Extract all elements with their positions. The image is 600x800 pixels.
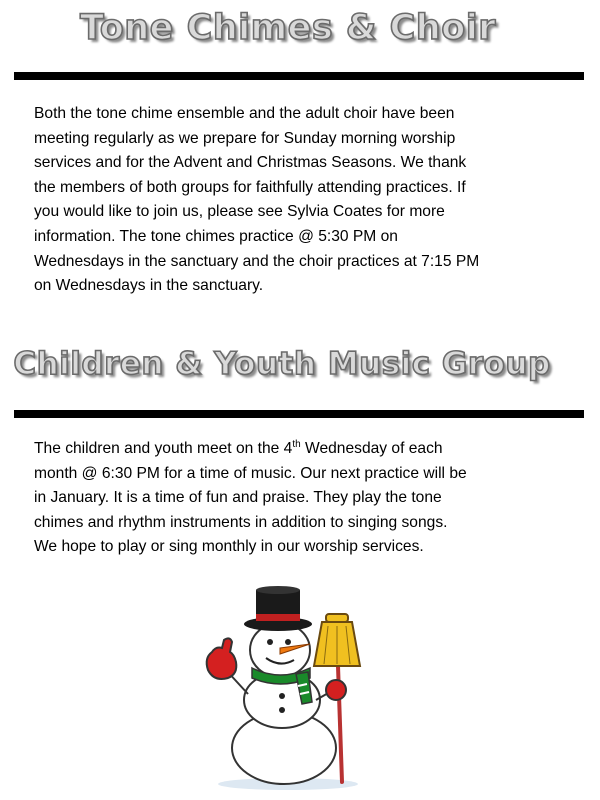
paragraph-line [34,437,574,462]
paragraph-line: Both the tone chime ensemble and the adult choir have been [34,105,455,122]
paragraph-line: We hope to play or sing monthly in our worship services. [34,538,424,556]
paragraph-line: the members of both groups for faithfully attending practices. If [34,178,466,196]
line-text: The children and youth meet on the 4 [34,440,293,457]
line-text: Wednesday of each [300,440,443,457]
paragraph-line: you would like to join us, please see Sylvia Coates for more [34,203,445,221]
section-divider [14,72,584,80]
children-youth-paragraph [34,437,574,560]
paragraph-line: services and for the Advent and Christmas Seasons. We thank [34,154,467,172]
paragraph-line: Wednesdays in the sanctuary and the choir practices at 7:15 PM [34,252,480,270]
snowman-illustration [196,586,376,792]
paragraph-line: month @ 6:30 PM for a time of music. Our next practice will be [34,464,467,482]
ordinal-suffix: th [292,438,301,450]
section-title-tone-chimes: Tone Chimes & Choir [79,8,497,48]
paragraph-line: chimes and rhythm instruments in addition to singing songs. [34,513,448,531]
tone-chimes-paragraph [34,102,574,299]
section-title-children-youth: Children & Youth Music Group [13,346,551,382]
paragraph-line: in January. It is a time of fun and praise. They play the tone [34,489,442,507]
paragraph-line: meeting regularly as we prepare for Sunday morning worship [34,129,456,147]
paragraph-line: information. The tone chimes practice @ 5:30 PM on [34,227,398,245]
section-divider [14,410,584,418]
paragraph-line: on Wednesdays in the sanctuary. [34,277,264,295]
